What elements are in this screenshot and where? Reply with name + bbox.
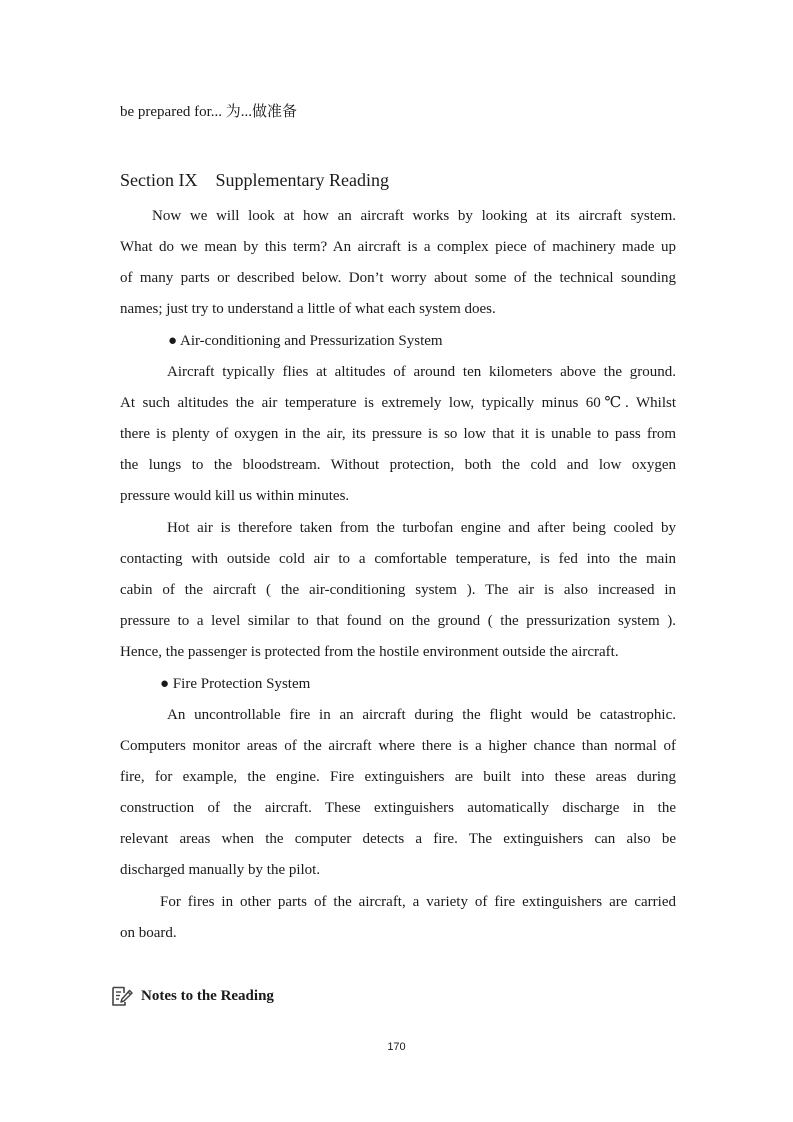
- paragraph-line: pressure would kill us within minutes.: [120, 488, 350, 504]
- intro-line: What do we mean by this term? An aircraft is a complex piece of machinery made up: [120, 239, 676, 255]
- paragraph-line: For fires in other parts of the aircraft, a variety of fire extinguishers are carried: [160, 894, 676, 910]
- intro-line: Now we will look at how an aircraft works by looking at its aircraft system.: [152, 208, 676, 224]
- paragraph-line: discharged manually by the pilot.: [120, 862, 321, 878]
- paragraph-line: Aircraft typically flies at altitudes of around ten kilometers above the ground.: [167, 364, 676, 380]
- paragraph-line: Hot air is therefore taken from the turbofan engine and after being cooled by: [167, 520, 676, 536]
- paragraph-line: on board.: [120, 925, 177, 941]
- paragraph-line: the lungs to the bloodstream. Without protection, both the cold and low oxygen: [120, 457, 676, 473]
- notepad-pencil-icon: [110, 984, 134, 1008]
- paragraph-line: At such altitudes the air temperature is extremely low, typically minus 60℃. Whilst: [120, 395, 676, 411]
- bullet-heading-fire-protection: ● Fire Protection System: [160, 676, 311, 692]
- paragraph-line: contacting with outside cold air to a comfortable temperature, is fed into the main: [120, 551, 676, 567]
- paragraph-line: construction of the aircraft. These extinguishers automatically discharge in the: [120, 800, 676, 816]
- notes-heading: [110, 984, 274, 1008]
- paragraph-line: relevant areas when the computer detects a fire. The extinguishers can also be: [120, 831, 676, 847]
- intro-line: names; just try to understand a little of what each system does.: [120, 301, 496, 317]
- paragraph-line: An uncontrollable fire in an aircraft during the flight would be catastrophic.: [167, 707, 676, 723]
- paragraph-line: Computers monitor areas of the aircraft where there is a higher chance than normal of: [120, 738, 676, 754]
- section-title: [120, 169, 389, 191]
- section-label: Section IX: [120, 170, 198, 190]
- intro-line: of many parts or described below. Don’t worry about some of the technical sounding: [120, 270, 676, 286]
- paragraph-line: Hence, the passenger is protected from the hostile environment outside the aircraft.: [120, 644, 619, 660]
- bullet-heading-air-conditioning: ● Air-conditioning and Pressurization System: [168, 333, 443, 349]
- paragraph-line: pressure to a level similar to that found on the ground ( the pressurization system ).: [120, 613, 676, 629]
- paragraph-line: cabin of the aircraft ( the air-conditioning system ). The air is also increased in: [120, 582, 676, 598]
- section-heading: Supplementary Reading: [215, 170, 389, 190]
- paragraph-line: there is plenty of oxygen in the air, its pressure is so low that it is unable to pass from: [120, 426, 676, 442]
- notes-heading-text: Notes to the Reading: [141, 987, 274, 1004]
- paragraph-line: fire, for example, the engine. Fire extinguishers are built into these areas during: [120, 769, 676, 785]
- vocabulary-note: be prepared for... 为...做准备: [120, 104, 298, 120]
- page-number: 170: [387, 1041, 406, 1053]
